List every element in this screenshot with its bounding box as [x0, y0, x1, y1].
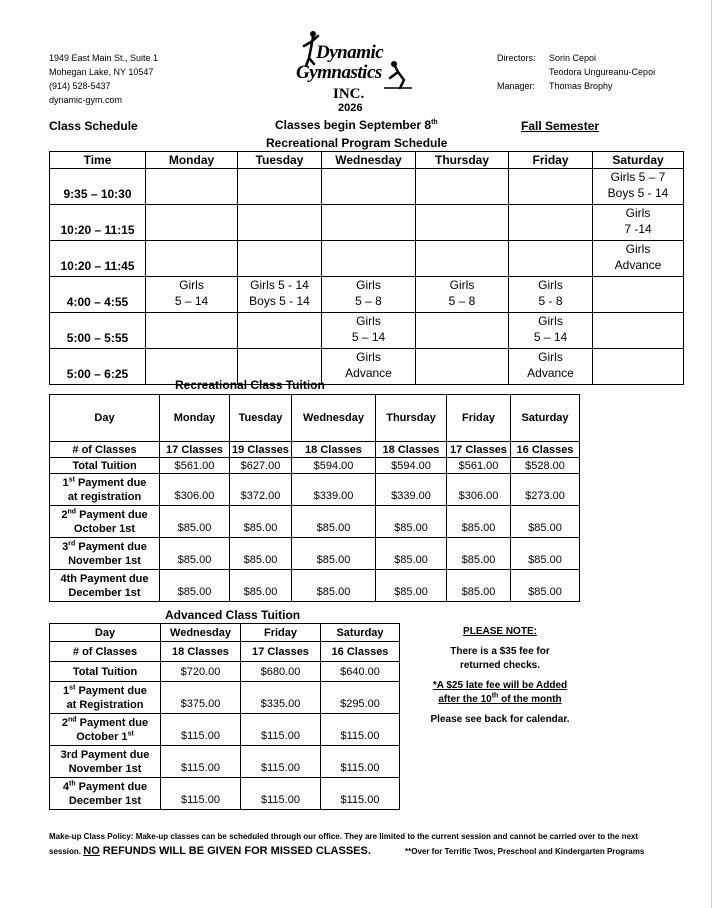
- classes-begin-heading: Classes begin September 8th: [275, 118, 438, 132]
- payment-row: [50, 778, 400, 810]
- total-value: $640.00: [321, 662, 400, 682]
- total-row: [50, 458, 580, 474]
- schedule-cell: [509, 205, 593, 241]
- time-slot: 5:00 – 5:55: [50, 313, 146, 349]
- over-note: **Over for Terrific Twos, Preschool and Kindergarten Programs: [405, 847, 645, 856]
- logo-text-gymnastics: Gymnastics: [296, 62, 382, 83]
- total-label: Total Tuition: [50, 458, 160, 474]
- classes-label: # of Classes: [50, 442, 160, 458]
- schedule-cell: [238, 169, 322, 205]
- class-count: 17 Classes: [447, 442, 511, 458]
- payment-value: $85.00: [160, 538, 230, 570]
- day-header: Friday: [241, 624, 321, 642]
- schedule-header: Thursday: [416, 152, 509, 169]
- schedule-cell: [146, 205, 238, 241]
- payment-label: 4th Payment due December 1st: [50, 570, 160, 602]
- payment-label: 2nd Payment due October 1st: [50, 506, 160, 538]
- schedule-cell: [322, 277, 416, 313]
- payment-value: $115.00: [321, 714, 400, 746]
- class-group: Girls 5 – 14: [174, 278, 209, 308]
- semester-heading: Fall Semester: [521, 119, 600, 133]
- schedule-cell: [416, 277, 509, 313]
- payment-value: $375.00: [161, 682, 241, 714]
- class-count: 17 Classes: [241, 642, 321, 662]
- day-label: Day: [50, 395, 160, 442]
- day-row: [50, 395, 580, 442]
- total-row: [50, 662, 400, 682]
- policy-line-1: Make-up Class Policy: Make-up classes can be scheduled through our office. They are limited to the current session and cannot be carried over to the next: [49, 832, 639, 841]
- schedule-cell: [416, 205, 509, 241]
- staff-block: [497, 51, 655, 93]
- day-header: Thursday: [376, 395, 447, 442]
- payment-row: [50, 474, 580, 506]
- total-value: $627.00: [230, 458, 292, 474]
- payment-row: [50, 538, 580, 570]
- payment-value: $295.00: [321, 682, 400, 714]
- schedule-header-row: [50, 152, 684, 169]
- schedule-cell: [146, 241, 238, 277]
- payment-value: $85.00: [292, 506, 376, 538]
- payment-value: $115.00: [241, 778, 321, 810]
- day-header: Monday: [160, 395, 230, 442]
- day-header: Saturday: [321, 624, 400, 642]
- class-group: Girls 5 – 7 Boys 5 - 14: [607, 170, 669, 200]
- notes-block: [420, 625, 580, 733]
- schedule-cell: [509, 313, 593, 349]
- payment-label: 4th Payment due December 1st: [50, 778, 161, 810]
- schedule-cell: [593, 241, 684, 277]
- director-2: Teodora Ungureanu-Cepoi: [549, 67, 656, 77]
- classes-row: [50, 642, 400, 662]
- payment-row: [50, 506, 580, 538]
- schedule-header: Wednesday: [322, 152, 416, 169]
- day-row: [50, 624, 400, 642]
- city-address: Mohegan Lake, NY 10547: [49, 67, 154, 77]
- day-header: Friday: [447, 395, 511, 442]
- rec-tuition-heading: Recreational Class Tuition: [175, 378, 325, 392]
- total-value: $561.00: [160, 458, 230, 474]
- manager-label: Manager:: [497, 81, 536, 91]
- note-title: PLEASE NOTE:: [463, 626, 537, 637]
- class-group: Girls 7 -14: [624, 206, 652, 236]
- total-value: $561.00: [447, 458, 511, 474]
- payment-value: $85.00: [511, 538, 580, 570]
- schedule-header: Tuesday: [238, 152, 322, 169]
- makeup-policy: [49, 829, 689, 859]
- payment-value: $85.00: [292, 538, 376, 570]
- adv-tuition-heading: Advanced Class Tuition: [165, 608, 301, 622]
- schedule-cell: [322, 349, 416, 385]
- class-group: Girls 5 - 8: [538, 278, 563, 308]
- payment-value: $115.00: [161, 714, 241, 746]
- schedule-cell: [322, 205, 416, 241]
- payment-value: $306.00: [447, 474, 511, 506]
- schedule-cell: [322, 169, 416, 205]
- schedule-cell: [509, 241, 593, 277]
- class-group: Girls 5 – 14: [533, 314, 568, 344]
- rec-tuition-table: [49, 394, 580, 602]
- payment-value: $335.00: [241, 682, 321, 714]
- payment-value: $85.00: [447, 538, 511, 570]
- payment-value: $85.00: [160, 506, 230, 538]
- no-refunds-text: REFUNDS WILL BE GIVEN FOR MISSED CLASSES.: [99, 845, 371, 857]
- payment-row: [50, 570, 580, 602]
- total-value: $720.00: [161, 662, 241, 682]
- payment-value: $85.00: [511, 506, 580, 538]
- class-count: 19 Classes: [230, 442, 292, 458]
- street-address: 1949 East Main St., Suite 1: [49, 53, 159, 63]
- total-value: $528.00: [511, 458, 580, 474]
- payment-value: $85.00: [230, 570, 292, 602]
- total-value: $680.00: [241, 662, 321, 682]
- payment-value: $115.00: [241, 746, 321, 778]
- payment-value: $372.00: [230, 474, 292, 506]
- note-late-fee: *A $25 late fee will be Added after the 10th of the month: [432, 680, 568, 705]
- schedule-cell: [238, 241, 322, 277]
- schedule-row: [50, 205, 684, 241]
- note-fee: There is a $35 fee for returned checks.: [450, 646, 550, 671]
- payment-label: 1st Payment due at registration: [50, 474, 160, 506]
- schedule-cell: [416, 349, 509, 385]
- total-value: $594.00: [292, 458, 376, 474]
- day-label: Day: [50, 624, 161, 642]
- classes-row: [50, 442, 580, 458]
- payment-row: [50, 682, 400, 714]
- class-count: 18 Classes: [161, 642, 241, 662]
- schedule-cell: [593, 169, 684, 205]
- schedule-cell: [416, 169, 509, 205]
- day-header: Tuesday: [230, 395, 292, 442]
- schedule-row: [50, 349, 684, 385]
- class-group: Girls 5 - 14 Boys 5 - 14: [249, 278, 310, 308]
- schedule-cell: [593, 277, 684, 313]
- schedule-cell: [416, 241, 509, 277]
- schedule-cell: [593, 349, 684, 385]
- payment-value: $85.00: [376, 538, 447, 570]
- class-count: 16 Classes: [511, 442, 580, 458]
- schedule-header: Saturday: [593, 152, 684, 169]
- payment-value: $273.00: [511, 474, 580, 506]
- payment-value: $85.00: [511, 570, 580, 602]
- website: dynamic-gym.com: [49, 95, 123, 105]
- class-count: 18 Classes: [376, 442, 447, 458]
- time-slot: 10:20 – 11:45: [50, 241, 146, 277]
- schedule-cell: [322, 241, 416, 277]
- day-header: Wednesday: [292, 395, 376, 442]
- policy-line-2: session. NO REFUNDS WILL BE GIVEN FOR MISSED CLASSES.: [49, 845, 371, 857]
- class-group: Girls 5 – 8: [355, 278, 382, 308]
- time-slot: 9:35 – 10:30: [50, 169, 146, 205]
- schedule-cell: [593, 313, 684, 349]
- payment-label: 3rd Payment due November 1st: [50, 538, 160, 570]
- payment-value: $115.00: [161, 746, 241, 778]
- schedule-row: [50, 169, 684, 205]
- payment-value: $115.00: [161, 778, 241, 810]
- payment-value: $115.00: [241, 714, 321, 746]
- schedule-cell: [238, 277, 322, 313]
- payment-value: $339.00: [376, 474, 447, 506]
- schedule-cell: [509, 277, 593, 313]
- payment-value: $85.00: [230, 506, 292, 538]
- year: 2026: [338, 102, 363, 114]
- total-value: $594.00: [376, 458, 447, 474]
- logo-text-dynamic: Dynamic: [316, 42, 384, 63]
- payment-value: $306.00: [160, 474, 230, 506]
- total-label: Total Tuition: [50, 662, 161, 682]
- class-count: 18 Classes: [292, 442, 376, 458]
- schedule-cell: [509, 169, 593, 205]
- day-header: Saturday: [511, 395, 580, 442]
- phone-number: (914) 528-5437: [49, 81, 111, 91]
- class-group: Girls Advance: [345, 350, 392, 380]
- schedule-header: Time: [50, 152, 146, 169]
- schedule-cell: [146, 169, 238, 205]
- schedule-cell: [238, 205, 322, 241]
- address-block: [49, 51, 158, 107]
- class-group: Girls 5 – 14: [351, 314, 386, 344]
- schedule-header: Monday: [146, 152, 238, 169]
- schedule-row: [50, 313, 684, 349]
- payment-value: $85.00: [447, 506, 511, 538]
- payment-label: 2nd Payment due October 1st: [50, 714, 161, 746]
- adv-tuition-table: [49, 623, 400, 810]
- payment-value: $85.00: [230, 538, 292, 570]
- payment-value: $85.00: [292, 570, 376, 602]
- director-1: Sorin Cepoi: [549, 53, 597, 63]
- class-group: Girls Advance: [614, 242, 662, 272]
- no-word: NO: [83, 845, 100, 857]
- class-group: Girls Advance: [527, 350, 574, 380]
- logo-inc: INC.: [333, 86, 365, 102]
- time-slot: 10:20 – 11:15: [50, 205, 146, 241]
- schedule-row: [50, 277, 684, 313]
- payment-value: $85.00: [160, 570, 230, 602]
- schedule-cell: [146, 313, 238, 349]
- schedule-cell: [509, 349, 593, 385]
- classes-label: # of Classes: [50, 642, 161, 662]
- payment-row: [50, 746, 400, 778]
- schedule-cell: [238, 313, 322, 349]
- time-slot: 4:00 – 4:55: [50, 277, 146, 313]
- payment-value: $115.00: [321, 778, 400, 810]
- payment-value: $85.00: [447, 570, 511, 602]
- schedule-cell: [416, 313, 509, 349]
- class-count: 17 Classes: [160, 442, 230, 458]
- payment-value: $115.00: [321, 746, 400, 778]
- payment-label: 3rd Payment due November 1st: [50, 746, 161, 778]
- manager: Thomas Brophy: [549, 81, 613, 91]
- class-count: 16 Classes: [321, 642, 400, 662]
- schedule-cell: [593, 205, 684, 241]
- time-slot: 5:00 – 6:25: [50, 349, 146, 385]
- payment-row: [50, 714, 400, 746]
- payment-label: 1st Payment due at Registration: [50, 682, 161, 714]
- payment-value: $85.00: [376, 506, 447, 538]
- day-header: Wednesday: [161, 624, 241, 642]
- payment-value: $85.00: [376, 570, 447, 602]
- directors-label: Directors:: [497, 53, 536, 63]
- schedule-header: Friday: [509, 152, 593, 169]
- schedule-row: [50, 241, 684, 277]
- note-calendar: Please see back for calendar.: [430, 714, 570, 725]
- class-schedule-heading: Class Schedule: [49, 119, 138, 133]
- rec-schedule-heading: Recreational Program Schedule: [266, 136, 448, 150]
- payment-value: $339.00: [292, 474, 376, 506]
- schedule-table: [49, 151, 684, 385]
- class-group: Girls 5 – 8: [448, 278, 476, 308]
- schedule-cell: [146, 277, 238, 313]
- schedule-cell: [322, 313, 416, 349]
